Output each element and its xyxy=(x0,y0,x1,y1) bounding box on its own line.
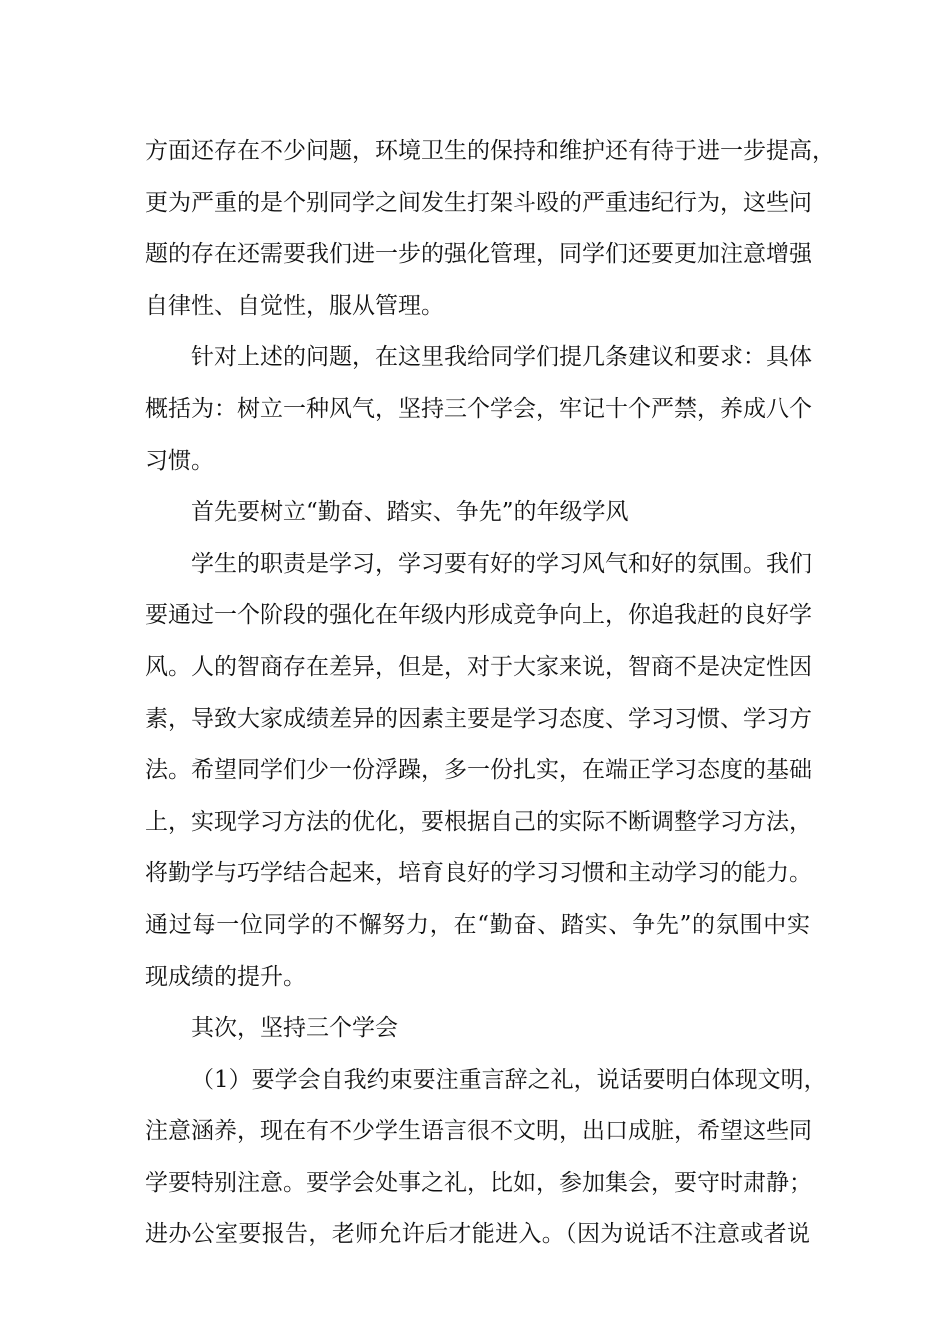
text-line: （1）要学会自我约束要注重言辞之礼，说话要明白体现文明， xyxy=(191,1066,827,1093)
text-line: 上，实现学习方法的优化，要根据自己的实际不断调整学习方法， xyxy=(145,808,812,835)
text-line: 注意涵养，现在有不少学生语言很不文明，出口成脏，希望这些同 xyxy=(145,1118,812,1145)
text-line: 习惯。 xyxy=(145,447,214,474)
text-line: 风。人的智商存在差异，但是，对于大家来说，智商不是决定性因 xyxy=(145,653,812,680)
text-line: 方面还存在不少问题，环境卫生的保持和维护还有待于进一步提高， xyxy=(145,138,835,164)
text-line: 通过每一位同学的不懈努力，在“勤奋、踏实、争先”的氛围中实 xyxy=(145,911,810,938)
text-line: 现成绩的提升。 xyxy=(145,963,306,990)
text-line: 法。希望同学们少一份浮躁，多一份扎实，在端正学习态度的基础 xyxy=(145,757,812,784)
text-line: 题的存在还需要我们进一步的强化管理，同学们还要更加注意增强 xyxy=(145,241,812,268)
text-line: 素，导致大家成绩差异的因素主要是学习态度、学习习惯、学习方 xyxy=(145,705,812,732)
text-line: 更为严重的是个别同学之间发生打架斗殴的严重违纪行为，这些问 xyxy=(145,189,812,216)
text-line: 学生的职责是学习，学习要有好的学习风气和好的氛围。我们 xyxy=(191,550,812,577)
text-line: 自律性、自觉性，服从管理。 xyxy=(145,292,444,319)
section-heading: 首先要树立“勤奋、踏实、争先”的年级学风 xyxy=(191,499,629,526)
section-heading: 其次，坚持三个学会 xyxy=(191,1015,398,1042)
text-line: 进办公室要报告，老师允许后才能进入。（因为说话不注意或者说 xyxy=(145,1221,810,1248)
text-line: 概括为：树立一种风气，坚持三个学会，牢记十个严禁，养成八个 xyxy=(145,395,812,422)
text-line: 将勤学与巧学结合起来，培育良好的学习习惯和主动学习的能力。 xyxy=(145,860,812,887)
text-line: 要通过一个阶段的强化在年级内形成竞争向上，你追我赶的良好学 xyxy=(145,602,812,629)
body-text xyxy=(145,126,835,1261)
text-line: 学要特别注意。要学会处事之礼，比如，参加集会，要守时肃静； xyxy=(145,1169,812,1196)
text-line: 针对上述的问题，在这里我给同学们提几条建议和要求：具体 xyxy=(191,344,812,371)
